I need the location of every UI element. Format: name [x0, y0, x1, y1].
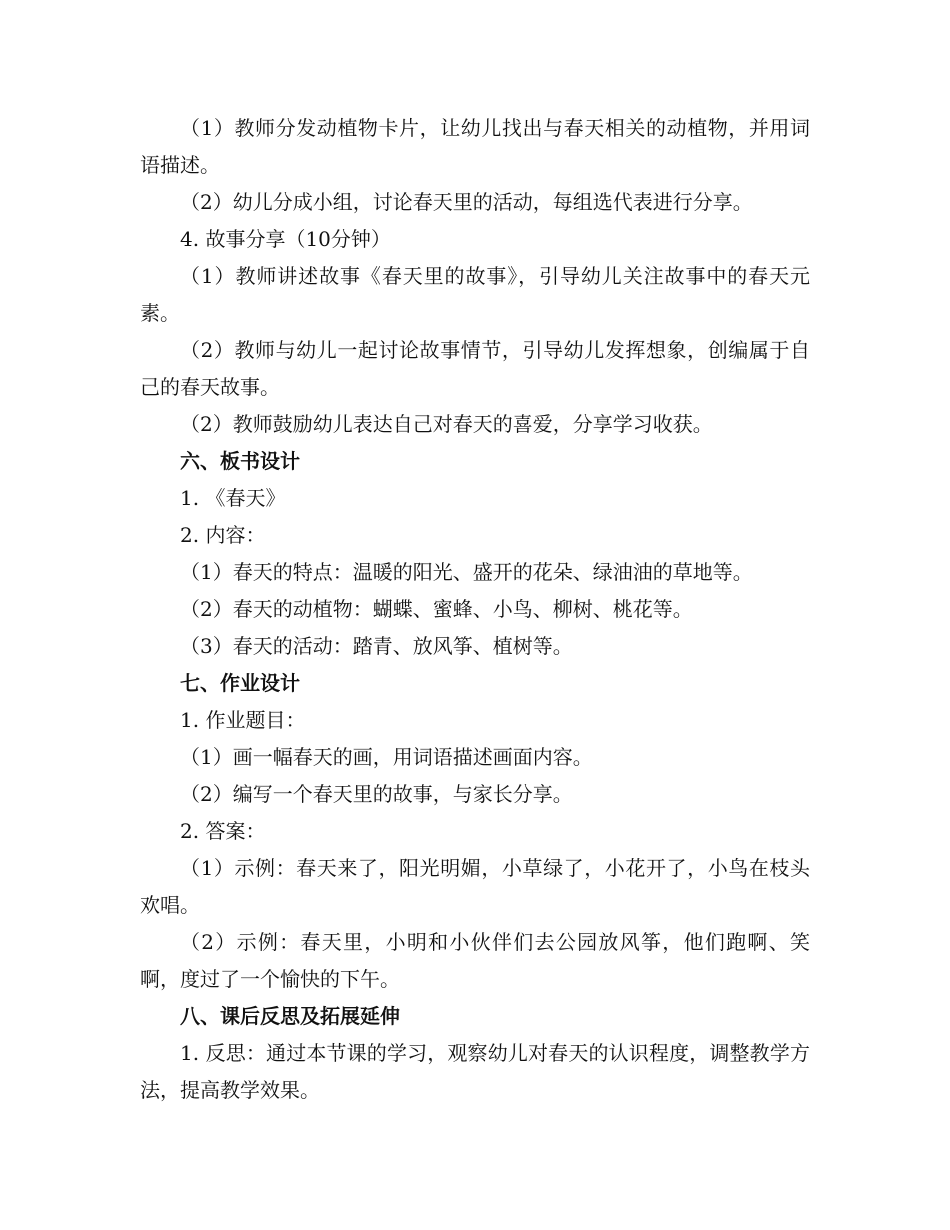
paragraph-spring-activities: （3）春天的活动：踏青、放风筝、植树等。: [180, 634, 573, 658]
paragraph-answer-example-1: （1）示例：春天来了，阳光明媚，小草绿了，小花开了，小鸟在枝头欢唱。: [140, 856, 810, 917]
paragraph-homework-draw: （1）画一幅春天的画，用词语描述画面内容。: [180, 745, 593, 769]
document-page: [140, 110, 810, 1109]
paragraph-spring-life: （2）春天的动植物：蝴蝶、蜜蜂、小鸟、柳树、桃花等。: [180, 597, 693, 621]
paragraph-story-create: （2）教师与幼儿一起讨论故事情节，引导幼儿发挥想象，创编属于自己的春天故事。: [140, 338, 810, 399]
paragraph-board-title: 1. 《春天》: [180, 486, 286, 510]
paragraph-group-discussion: （2）幼儿分成小组，讨论春天里的活动，每组选代表进行分享。: [180, 190, 753, 214]
paragraph-story-share-title: 4. 故事分享（10分钟）: [180, 227, 391, 251]
paragraph-story-telling: （1）教师讲述故事《春天里的故事》，引导幼儿关注故事中的春天元素。: [140, 264, 810, 325]
paragraph-reflection: 1. 反思：通过本节课的学习，观察幼儿对春天的认识程度，调整教学方法，提高教学效果。: [140, 1041, 810, 1102]
paragraph-spring-features: （1）春天的特点：温暖的阳光、盛开的花朵、绿油油的草地等。: [180, 560, 753, 584]
paragraph-board-content: 2. 内容：: [180, 523, 266, 547]
paragraph-homework-story: （2）编写一个春天里的故事，与家长分享。: [180, 782, 573, 806]
paragraph-answers: 2. 答案：: [180, 819, 266, 843]
heading-reflection-extension: 八、课后反思及拓展延伸: [180, 1004, 400, 1028]
paragraph-homework-topics: 1. 作业题目：: [180, 708, 306, 732]
paragraph-express-love: （2）教师鼓励幼儿表达自己对春天的喜爱，分享学习收获。: [180, 412, 713, 436]
paragraph-card-activity: （1）教师分发动植物卡片，让幼儿找出与春天相关的动植物，并用词语描述。: [140, 116, 810, 177]
heading-board-design: 六、板书设计: [180, 449, 300, 473]
paragraph-answer-example-2: （2）示例：春天里，小明和小伙伴们去公园放风筝，他们跑啊、笑啊，度过了一个愉快的下午。: [140, 930, 810, 991]
heading-homework-design: 七、作业设计: [180, 671, 300, 695]
